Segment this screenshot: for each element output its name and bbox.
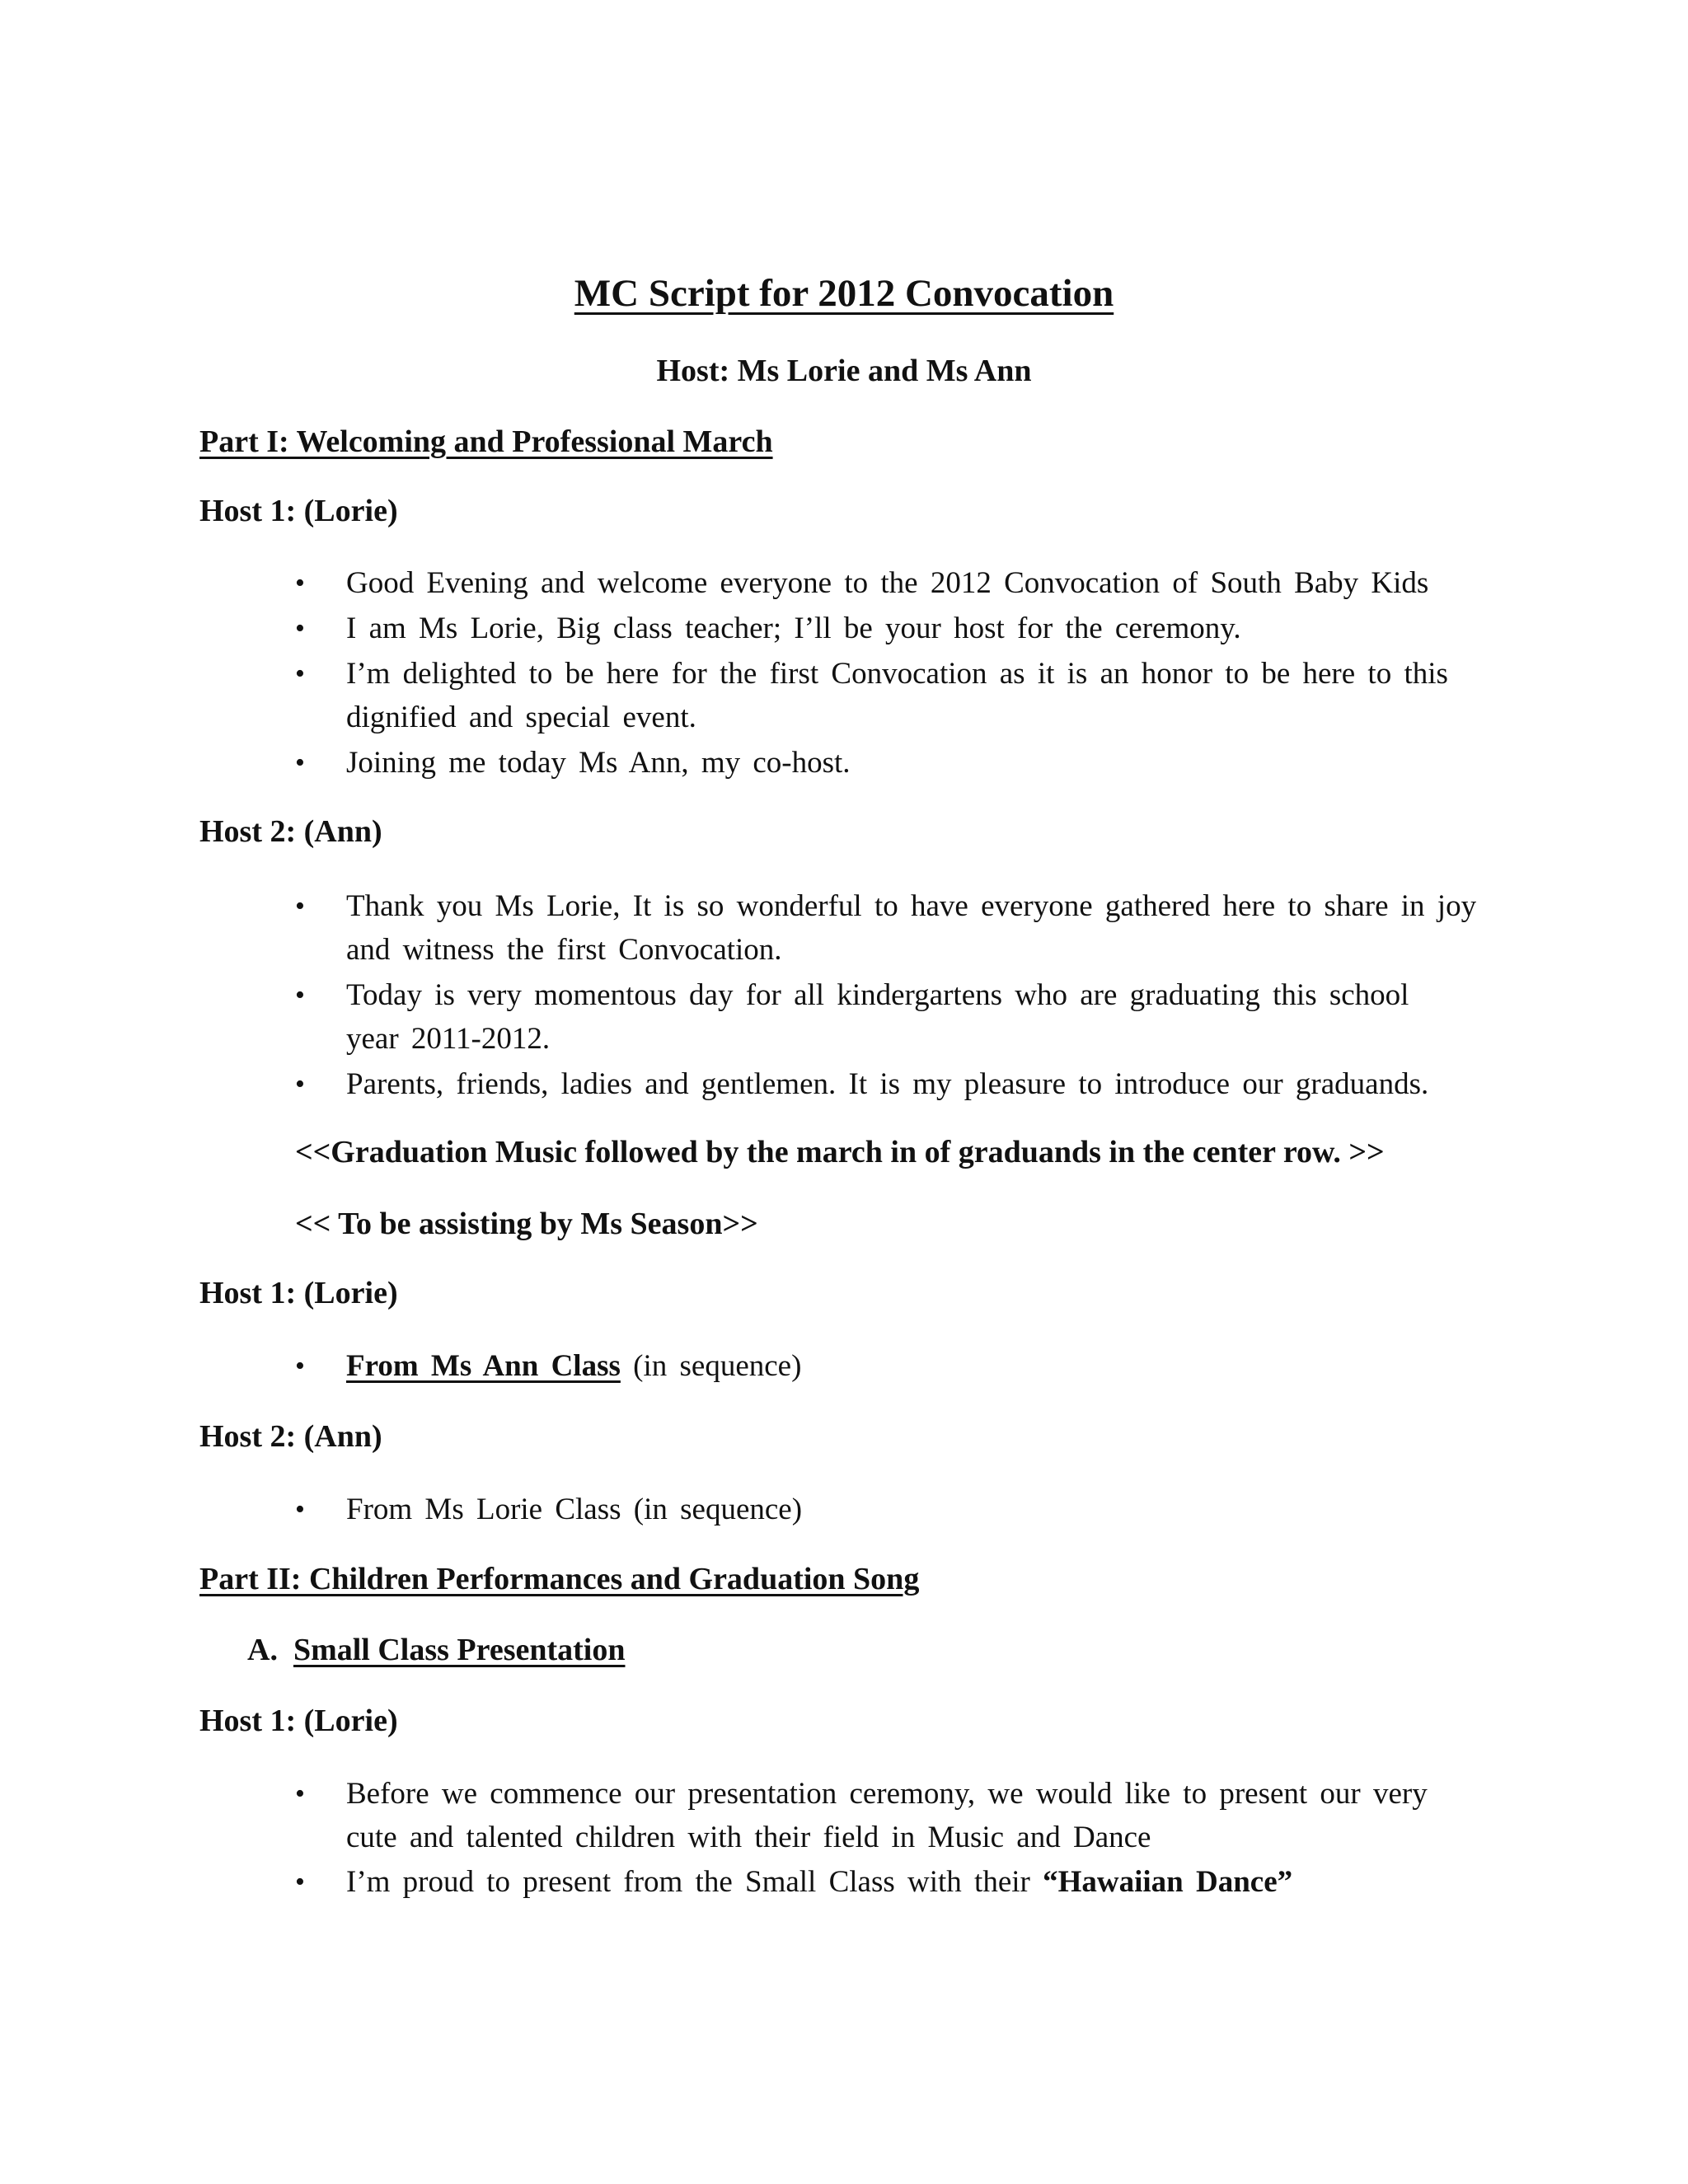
- bullet-icon: •: [295, 1867, 305, 1897]
- bullet-text: Parents, friends, ladies and gentlemen. It is my pleasure to introduce our graduands.: [346, 1067, 1429, 1101]
- host1-label: Host 1: (Lorie): [199, 494, 398, 528]
- bullet-text: Joining me today Ms Ann, my co-host.: [346, 746, 851, 780]
- bullet-text: Good Evening and welcome everyone to the 2012 Convocation of South Baby Kids: [346, 566, 1429, 600]
- host2-label: Host 2: (Ann): [199, 1419, 382, 1454]
- class-name: From Ms Ann Class: [346, 1349, 621, 1383]
- bullet-icon: •: [295, 1069, 305, 1099]
- bullet-icon: •: [295, 658, 305, 689]
- bullet-icon: •: [295, 748, 305, 778]
- bullet-icon: •: [295, 613, 305, 644]
- bullet-text: Thank you Ms Lorie, It is so wonderful to have everyone gathered here to share in joy: [346, 889, 1477, 923]
- bullet-text: From Ms Lorie Class (in sequence): [346, 1493, 803, 1526]
- subsection-title: Small Class Presentation: [293, 1633, 626, 1667]
- bullet-text-continued: cute and talented children with their field in Music and Dance: [346, 1821, 1151, 1854]
- stage-note: <<Graduation Music followed by the march in of graduands in the center row. >>: [295, 1135, 1385, 1169]
- bullet-text-continued: year 2011-2012.: [346, 1022, 551, 1056]
- bullet-text: I’m proud to present from the Small Class with their “Hawaiian Dance”: [346, 1865, 1293, 1899]
- document-title: MC Script for 2012 Convocation: [574, 272, 1114, 315]
- bullet-icon: •: [295, 980, 305, 1010]
- bullet-icon: •: [295, 1779, 305, 1809]
- bullet-text: I am Ms Lorie, Big class teacher; I’ll be your host for the ceremony.: [346, 612, 1241, 645]
- host1-label: Host 1: (Lorie): [199, 1276, 398, 1310]
- bullet-text-continued: dignified and special event.: [346, 701, 696, 734]
- bullet-text: I’m delighted to be here for the first Convocation as it is an honor to be here to this: [346, 657, 1448, 691]
- part1-heading: Part I: Welcoming and Professional March: [199, 424, 773, 459]
- subsection-heading: [247, 1629, 625, 1671]
- bullet-text: Today is very momentous day for all kindergartens who are graduating this school: [346, 978, 1409, 1012]
- part2-heading: Part II: Children Performances and Graduation Song: [199, 1562, 920, 1596]
- bullet-text-continued: and witness the first Convocation.: [346, 933, 782, 967]
- host-line: Host: Ms Lorie and Ms Ann: [656, 354, 1032, 388]
- performance-title: “Hawaiian Dance”: [1043, 1865, 1293, 1899]
- sequence-note: (in sequence): [620, 1349, 802, 1383]
- stage-note: << To be assisting by Ms Season>>: [295, 1207, 758, 1241]
- bullet-icon: •: [295, 1351, 305, 1381]
- bullet-icon: •: [295, 1494, 305, 1525]
- host2-label: Host 2: (Ann): [199, 814, 382, 849]
- bullet-text: Before we commence our presentation ceremony, we would like to present our very: [346, 1777, 1428, 1811]
- host1-label: Host 1: (Lorie): [199, 1704, 398, 1738]
- subsection-marker: A.: [247, 1633, 278, 1667]
- bullet-icon: •: [295, 891, 305, 921]
- bullet-text: [346, 1345, 801, 1388]
- bullet-icon: •: [295, 568, 305, 598]
